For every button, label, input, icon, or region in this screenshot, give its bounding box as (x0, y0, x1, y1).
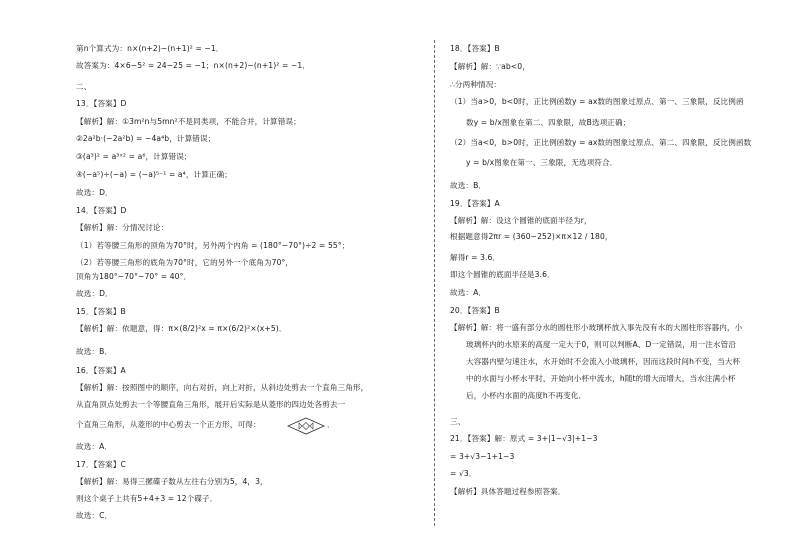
q14-answer: 14．【答案】D (76, 206, 127, 215)
q13-choice: 故选：D． (76, 188, 113, 197)
q20-analysis-1: 【解析】解：将一盛有部分水的圆柱形小玻璃杯放入事先没有水的大圆柱形容器内，小 (450, 323, 743, 332)
q20-answer: 20．【答案】B (450, 306, 500, 315)
line-nth-formula: 第n个算式为：n×(n+2)−(n+1)² = −1． (76, 44, 224, 53)
q14-analysis-4: 顶角为180°−70°−70° = 40°． (76, 272, 192, 281)
q13-analysis-1: 【解析】解：①3m²n与5mn²不是同类项，不能合并，计算错误； (76, 117, 301, 126)
q19-answer: 19．【答案】A (450, 199, 500, 208)
section-two-heading: 二、 (76, 82, 92, 91)
q18-analysis-1: 【解析】解：∵ab<0， (450, 62, 530, 71)
q20-analysis-4: 中的水面与小杯水平时，开始向小杯中流水，h随t的增大而增大，当水注满小杯 (466, 374, 736, 383)
diamond-cutout-icon (287, 417, 325, 435)
q17-analysis-1: 【解析】解：易得三摞碟子数从左往右分别为5，4，3， (76, 477, 268, 486)
q18-analysis-2: ∴分两种情况： (450, 80, 502, 89)
q14-choice: 故选：D． (76, 289, 113, 298)
q20-analysis-5: 后，小杯内水面的高度h不再变化． (466, 391, 587, 400)
q17-analysis-2: 则这个桌子上共有5+4+3 = 12个碟子． (76, 494, 218, 503)
section-three-heading: 三、 (450, 417, 466, 426)
q19-analysis-3: 解得r = 3.6． (450, 253, 501, 262)
q15-answer: 15．【答案】B (76, 307, 126, 316)
figure-trailing-period: ． (327, 420, 335, 429)
q21-answer-1: 21．【答案】解：原式 = 3+|1−√3|+1−3 (450, 434, 598, 443)
q15-choice: 故选：B． (76, 347, 113, 356)
q14-analysis-1: 【解析】解：分情况讨论： (76, 223, 169, 232)
q13-analysis-3: ③(a³)² = a³ˣ² = a⁶，计算错误； (76, 152, 192, 161)
q18-choice: 故选：B． (450, 181, 487, 190)
q18-analysis-5: （2）当a<0，b>0时，正比例函数y = ax数的图象过原点、第二、四象限，反比例函数 (450, 138, 752, 147)
q14-analysis-2: （1）若等腰三角形的顶角为70°时，另外两个内角 = (180°−70°)÷2 = 55°； (76, 241, 350, 250)
q19-analysis-1: 【解析】解：设这个圆锥的底面半径为r， (450, 216, 592, 225)
q13-answer: 13．【答案】D (76, 99, 127, 108)
q20-analysis-3: 大容器内壁匀速注水，水开始时不会流入小玻璃杯，因而这段时间h不变，当大杯 (466, 357, 741, 366)
q16-analysis-2: 从直角顶点处剪去一个等腰直角三角形，展开后实际是从菱形的四边处各剪去一 (76, 400, 346, 409)
q16-answer: 16．【答案】A (76, 366, 126, 375)
q16-choice: 故选：A． (76, 442, 113, 451)
q21-answer-2: = 3+√3−1+1−3 (450, 452, 515, 461)
q19-analysis-4: 即这个圆锥的底面半径是3.6． (450, 270, 555, 279)
q17-choice: 故选：C． (76, 511, 113, 520)
q21-answer-3: = √3． (450, 469, 477, 478)
q21-analysis: 【解析】具体答题过程参照答案． (450, 487, 566, 496)
q19-analysis-2: 根据题意得2πr = (360−252)×π×12 / 180， (450, 232, 613, 241)
q18-analysis-4: 数y = b/x图象在第二、四象限，故B选项正确； (466, 118, 631, 127)
q16-analysis-3: 个直角三角形，从菱形的中心剪去一个正方形，可得： (76, 420, 261, 429)
q18-answer: 18．【答案】B (450, 44, 500, 53)
q13-analysis-4: ④(−a⁵)÷(−a) = (−a)⁵⁻¹ = a⁴，计算正确； (76, 170, 232, 179)
line-answer-summary: 故答案为：4×6−5² = 24−25 = −1；n×(n+2)−(n+1)² = −1． (76, 61, 311, 70)
cut-paper-figure (287, 417, 325, 435)
q20-analysis-2: 玻璃杯内的水原来的高度一定大于0，则可以判断A、D一定错误，用一注水管沿 (466, 340, 737, 349)
q18-analysis-6: y = b/x图象在第一、三象限，无选项符合． (466, 158, 618, 167)
q19-choice: 故选：A． (450, 288, 487, 297)
q18-analysis-3: （1）当a>0，b<0时，正比例函数y = ax数的图象过原点、第一、三象限，反比例函 (450, 97, 744, 106)
q16-analysis-1: 【解析】解：按照图中的顺序，向右对折，向上对折，从斜边处剪去一个直角三角形， (76, 383, 369, 392)
q17-answer: 17．【答案】C (76, 460, 126, 469)
q14-analysis-3: （2）若等腰三角形的底角为70°时，它的另外一个底角为70°， (76, 258, 294, 267)
column-divider (434, 40, 435, 526)
q13-analysis-2: ②2a²b·(−2a²b) = −4a⁴b，计算错误； (76, 134, 216, 143)
q15-analysis-1: 【解析】解：依题意，得：π×(8/2)²x = π×(6/2)²×(x+5)． (76, 324, 287, 333)
